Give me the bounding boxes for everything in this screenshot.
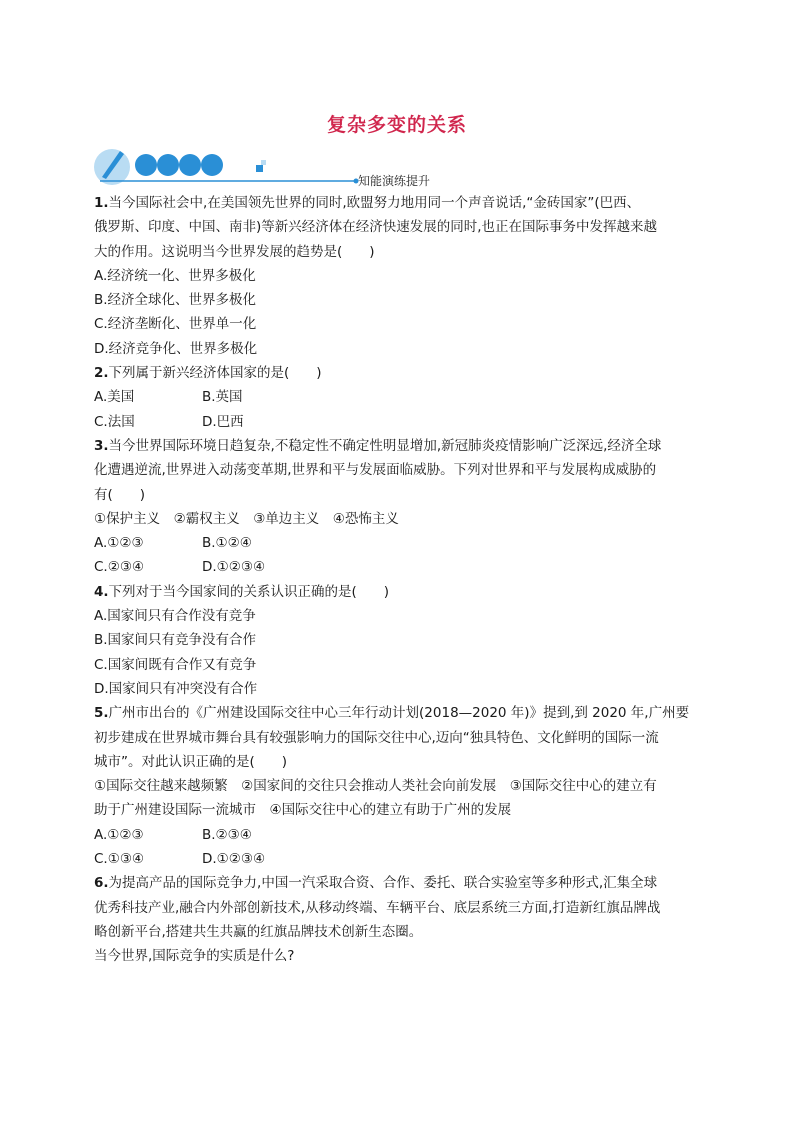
option-b[interactable]: B.②③④ [202, 826, 252, 843]
option-a[interactable]: A.①②③ [94, 826, 144, 843]
question-list [94, 191, 706, 969]
question-number: 6. [94, 875, 109, 892]
option-b[interactable]: B.英国 [202, 389, 243, 406]
option-c[interactable]: C.法国 [94, 413, 135, 430]
option-d[interactable]: D.国家间只有冲突没有合作 [94, 680, 258, 697]
question-4 [94, 580, 706, 701]
option-a[interactable]: A.①②③ [94, 535, 144, 552]
section-banner-label: 知能演练提升 [358, 174, 431, 188]
option-b[interactable]: B.①②④ [202, 535, 252, 552]
question-text: 略创新平台,搭建共生共赢的红旗品牌技术创新生态圈。 [94, 923, 423, 940]
option-c[interactable]: C.经济垄断化、世界单一化 [94, 316, 257, 333]
option-b[interactable]: B.经济全球化、世界多极化 [94, 292, 257, 309]
option-a[interactable]: A.经济统一化、世界多极化 [94, 267, 256, 284]
banner-dot-icon [157, 154, 179, 176]
question-number: 3. [94, 437, 109, 454]
question-text: 城市”。对此认识正确的是( ) [94, 753, 288, 770]
option-c[interactable]: C.②③④ [94, 559, 145, 576]
question-text: 有( ) [94, 486, 146, 503]
question-number: 2. [94, 365, 109, 382]
question-text: 大的作用。这说明当今世界发展的趋势是( ) [94, 243, 375, 260]
option-c[interactable]: C.①③④ [94, 851, 145, 868]
question-prompt: 当今世界,国际竞争的实质是什么? [94, 948, 295, 965]
question-text: 优秀科技产业,融合内外部创新技术,从移动终端、车辆平台、底层系统三方面,打造新红旗品牌战 [94, 899, 661, 916]
banner-dot-icon [201, 154, 223, 176]
question-number: 1. [94, 195, 109, 211]
question-6 [94, 871, 706, 968]
question-text: 广州市出台的《广州建设国际交往中心三年行动计划(2018—2020 年)》提到,到 2020 年,广州要 [108, 705, 690, 722]
question-text: 下列对于当今国家间的关系认识正确的是( ) [108, 583, 390, 600]
option-d[interactable]: D.经济竞争化、世界多极化 [94, 340, 258, 357]
banner-square-icon [256, 165, 263, 172]
option-d[interactable]: D.巴西 [202, 413, 244, 430]
statement-list: ①国际交往越来越频繁 ②国家间的交往只会推动人类社会向前发展 ③国际交往中心的建立有 [94, 778, 657, 795]
question-number: 5. [94, 705, 109, 722]
banner-dot-icon [179, 154, 201, 176]
question-text: 下列属于新兴经济体国家的是( ) [108, 365, 322, 382]
question-text: 为提高产品的国际竞争力,中国一汽采取合资、合作、委托、联合实验室等多种形式,汇集全球 [108, 875, 658, 892]
statement-list: 助于广州建设国际一流城市 ④国际交往中心的建立有助于广州的发展 [94, 802, 512, 819]
question-5 [94, 701, 706, 871]
question-text: 初步建成在世界城市舞台具有较强影响力的国际交往中心,迈向“独具特色、文化鲜明的国际一流 [94, 729, 659, 746]
question-number: 4. [94, 583, 109, 600]
option-d[interactable]: D.①②③④ [202, 559, 266, 576]
option-b[interactable]: B.国家间只有竞争没有合作 [94, 632, 257, 649]
question-text: 俄罗斯、印度、中国、南非)等新兴经济体在经济快速发展的同时,也正在国际事务中发挥越来越 [94, 219, 658, 236]
question-text: 当今世界国际环境日趋复杂,不稳定性不确定性明显增加,新冠肺炎疫情影响广泛深远,经济全球 [108, 437, 662, 454]
banner-dot-icon [135, 154, 157, 176]
question-2 [94, 361, 706, 434]
option-a[interactable]: A.国家间只有合作没有竞争 [94, 608, 256, 625]
statement-list: ①保护主义 ②霸权主义 ③单边主义 ④恐怖主义 [94, 510, 399, 527]
question-text: 当今国际社会中,在美国领先世界的同时,欧盟努力地用同一个声音说话,“金砖国家”(巴西、 [108, 195, 641, 211]
option-c[interactable]: C.国家间既有合作又有竞争 [94, 656, 257, 673]
question-1 [94, 191, 706, 361]
option-d[interactable]: D.①②③④ [202, 851, 266, 868]
banner-square-icon [261, 160, 266, 165]
question-text: 化遭遇逆流,世界进入动荡变革期,世界和平与发展面临威胁。下列对世界和平与发展构成威胁的 [94, 462, 657, 479]
option-a[interactable]: A.美国 [94, 389, 135, 406]
page-title: 复杂多变的关系 [326, 114, 467, 136]
question-3 [94, 434, 706, 580]
